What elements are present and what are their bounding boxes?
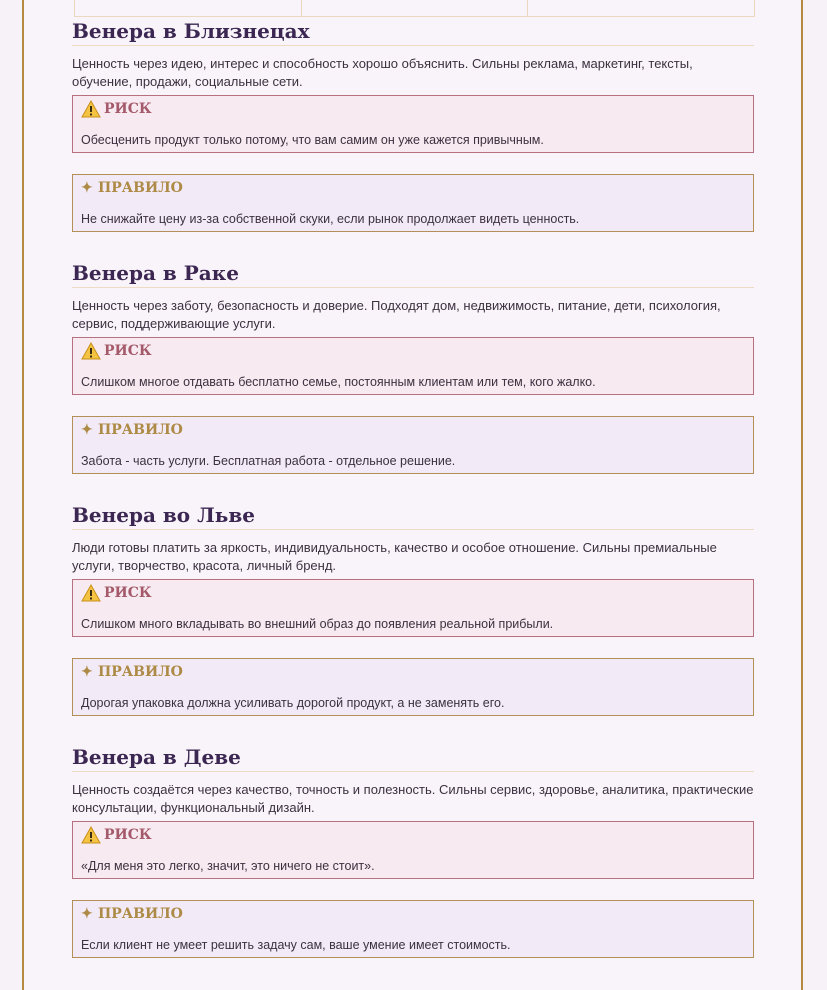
section-description: Люди готовы платить за яркость, индивидуальность, качество и особое отношение. Сильны премиальные услуги, творчество, красота, личный бренд. [72, 540, 717, 573]
rule-text: Дорогая упаковка должна усиливать дорогой продукт, а не заменять его. [81, 696, 505, 710]
warning-icon [81, 826, 101, 844]
rule-label-text: ПРАВИЛО [98, 422, 183, 438]
risk-label-text: РИСК [104, 343, 152, 359]
rule-label [81, 179, 745, 197]
section-venus-gemini [72, 18, 754, 232]
section-venus-leo [72, 502, 754, 716]
rule-box [72, 416, 754, 474]
risk-box [72, 95, 754, 153]
risk-box [72, 337, 754, 395]
rule-text: Забота - часть услуги. Бесплатная работа - отдельное решение. [81, 454, 456, 468]
rule-label [81, 421, 745, 439]
risk-label [81, 100, 745, 118]
section-title: Венера в Раке [72, 260, 754, 288]
rule-box [72, 658, 754, 716]
risk-text: Слишком много вкладывать во внешний образ до появления реальной прибыли. [81, 617, 554, 631]
rule-text: Не снижайте цену из-за собственной скуки, если рынок продолжает видеть ценность. [81, 212, 580, 226]
warning-icon [81, 342, 101, 360]
risk-label [81, 342, 745, 360]
section-description: Ценность через заботу, безопасность и доверие. Подходят дом, недвижимость, питание, дети, психология, сервис, поддерживающие услуги. [72, 298, 721, 331]
rule-box [72, 174, 754, 232]
warning-icon [81, 100, 101, 118]
table-cell [75, 0, 302, 16]
risk-text: «Для меня это легко, значит, это ничего не стоит». [81, 859, 375, 873]
rule-label [81, 905, 745, 923]
rule-label-text: ПРАВИЛО [98, 180, 183, 196]
section-title: Венера в Деве [72, 744, 754, 772]
sparkle-icon: ✦ [81, 422, 93, 438]
risk-text: Обесценить продукт только потому, что вам самим он уже кажется привычным. [81, 133, 544, 147]
rule-label [81, 663, 745, 681]
sparkle-icon: ✦ [81, 180, 93, 196]
section-venus-cancer [72, 260, 754, 474]
risk-label [81, 826, 745, 844]
risk-label-text: РИСК [104, 827, 152, 843]
rule-label-text: ПРАВИЛО [98, 906, 183, 922]
rule-label-text: ПРАВИЛО [98, 664, 183, 680]
section-description: Ценность создаётся через качество, точность и полезность. Сильны сервис, здоровье, аналитика, практические консультации, функциональный дизайн. [72, 782, 754, 815]
risk-text: Слишком многое отдавать бесплатно семье, постоянным клиентам или тем, кого жалко. [81, 375, 596, 389]
section-title: Венера в Близнецах [72, 18, 754, 46]
risk-label-text: РИСК [104, 101, 152, 117]
section-description: Ценность через идею, интерес и способность хорошо объяснить. Сильны реклама, маркетинг, тексты, обучение, продажи, социальные сети. [72, 56, 693, 89]
rule-box [72, 900, 754, 958]
warning-icon [81, 584, 101, 602]
table-cell [302, 0, 529, 16]
risk-box [72, 579, 754, 637]
table-fragment [74, 0, 755, 17]
risk-label-text: РИСК [104, 585, 152, 601]
rule-text: Если клиент не умеет решить задачу сам, ваше умение имеет стоимость. [81, 938, 511, 952]
risk-label [81, 584, 745, 602]
sparkle-icon: ✦ [81, 906, 93, 922]
sparkle-icon: ✦ [81, 664, 93, 680]
section-venus-virgo [72, 744, 754, 958]
risk-box [72, 821, 754, 879]
table-cell [528, 0, 754, 16]
section-title: Венера во Льве [72, 502, 754, 530]
